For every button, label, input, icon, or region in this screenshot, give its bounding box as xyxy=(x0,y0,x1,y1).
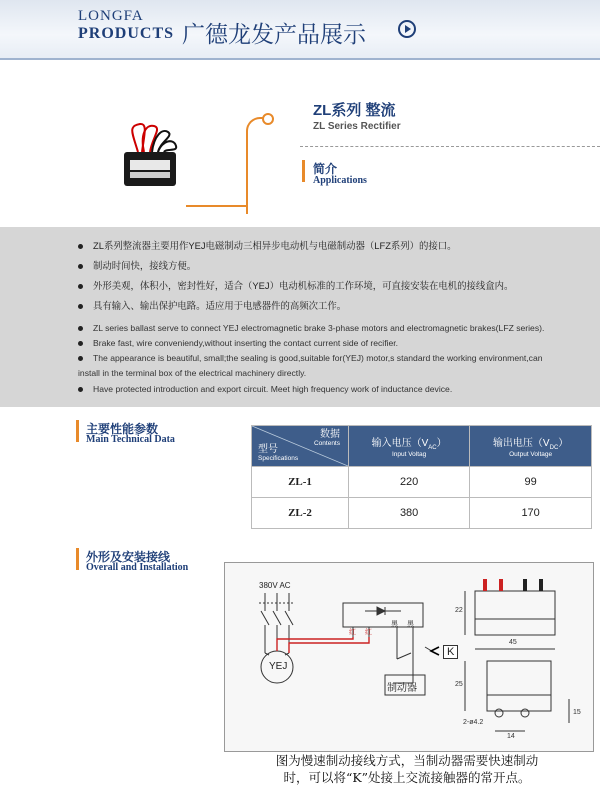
install-subtitle: Overall and Installation xyxy=(86,562,189,573)
brand-line1: LONGFA xyxy=(78,8,144,24)
dashed-divider xyxy=(300,146,600,147)
caption-line-1: 图为慢速制动接线方式，当制动器需要快速制动 xyxy=(275,753,539,768)
section-marker xyxy=(76,548,79,570)
column-header-input: 输入电压$(V_{AC})$ Input Voltag xyxy=(349,426,470,467)
dim-22: 22 xyxy=(455,607,463,614)
wiring-diagram xyxy=(224,562,594,752)
cell-model: ZL-1 xyxy=(252,467,349,498)
page-title: 广德龙发产品展示 xyxy=(182,22,366,48)
switch-k-label: K xyxy=(443,645,458,659)
product-subtitle: ZL Series Rectifier xyxy=(313,121,401,132)
dim-15: 15 xyxy=(573,709,581,716)
rectifier-product-image xyxy=(118,122,180,192)
section-marker xyxy=(302,160,305,182)
dim-45: 45 xyxy=(509,639,517,646)
wire-black-2: 黑 xyxy=(407,621,414,628)
feature-en-3: The appearance is beautiful, small;the sealing is good,suitable for(YEJ) motor,s standard the working environment,can xyxy=(78,353,543,363)
corner-model-en: Specifications xyxy=(258,455,299,462)
brake-label: 制动器 xyxy=(387,683,417,694)
decor-bracket-line xyxy=(246,117,270,214)
dim-14: 14 xyxy=(507,733,515,740)
caption-line-2: 时，可以将“K”处接上交流接触器的常开点。 xyxy=(283,770,531,785)
wire-red-1: 红 xyxy=(349,629,356,636)
feature-en-1: ZL series ballast serve to connect YEJ electromagnetic brake 3-phase motors and electromagnetic brakes(LFZ series). xyxy=(78,323,544,333)
cell-output: 99 xyxy=(470,467,592,498)
wire-black-1: 黑 xyxy=(391,621,398,628)
intro-subtitle: Applications xyxy=(313,175,367,186)
product-title: ZL系列 整流 xyxy=(313,102,396,119)
section-marker xyxy=(76,420,79,442)
header-banner xyxy=(0,0,600,60)
corner-data-en: Contents xyxy=(313,440,340,447)
table-corner-header xyxy=(252,426,349,467)
spec-table xyxy=(251,425,592,529)
feature-cn-3: 外形美观，体积小，密封性好，适合（YEJ）电动机标准的工作环境，可直接安装在电机的接线盒内。 xyxy=(78,278,513,292)
tech-title: 主要性能参数 xyxy=(86,422,159,436)
table-row xyxy=(252,467,592,498)
cell-model: ZL-2 xyxy=(252,498,349,529)
corner-model-cn: 型号 xyxy=(258,444,278,455)
diagram-caption xyxy=(222,752,592,786)
corner-data-cn: 数据 xyxy=(320,429,340,440)
decor-connector-line xyxy=(186,205,248,215)
feature-en-2: Brake fast, wire conveniendy,without inserting the contact current side of recifier. xyxy=(78,338,398,348)
feature-cn-2: 制动时间快，接线方便。 xyxy=(78,258,196,272)
play-icon[interactable] xyxy=(398,20,416,38)
brand-logo xyxy=(78,8,174,42)
features-panel xyxy=(0,227,600,407)
dim-25: 25 xyxy=(455,681,463,688)
column-header-output: 输出电压$(V_{DC})$ Output Voltage xyxy=(470,426,592,467)
intro-title: 简介 xyxy=(313,162,338,176)
wire-red-2: 红 xyxy=(365,629,372,636)
feature-cn-4: 具有输入、输出保护电路。适应用于电感器件的高频次工作。 xyxy=(78,298,346,312)
supply-label: 380V AC xyxy=(259,581,291,590)
feature-en-4: Have protected introduction and export circuit. Meet high frequency work of inductance device. xyxy=(78,384,452,394)
cell-input: 380 xyxy=(349,498,470,529)
table-row xyxy=(252,498,592,529)
feature-en-3-cont: install in the terminal box of the electrical machinery directly. xyxy=(78,368,307,378)
decor-circle xyxy=(262,113,274,125)
dim-hole: 2-ø4.2 xyxy=(463,719,484,726)
install-title: 外形及安装接线 xyxy=(86,550,171,564)
cell-output: 170 xyxy=(470,498,592,529)
brand-line2: PRODUCTS xyxy=(78,25,175,42)
feature-cn-1: ZL系列整流器主要用作YEJ电磁制动三相异步电动机与电磁制动器（LFZ系列）的接口。 xyxy=(78,238,457,252)
motor-label: YEJ xyxy=(269,661,288,672)
cell-input: 220 xyxy=(349,467,470,498)
tech-subtitle: Main Technical Data xyxy=(86,434,175,445)
